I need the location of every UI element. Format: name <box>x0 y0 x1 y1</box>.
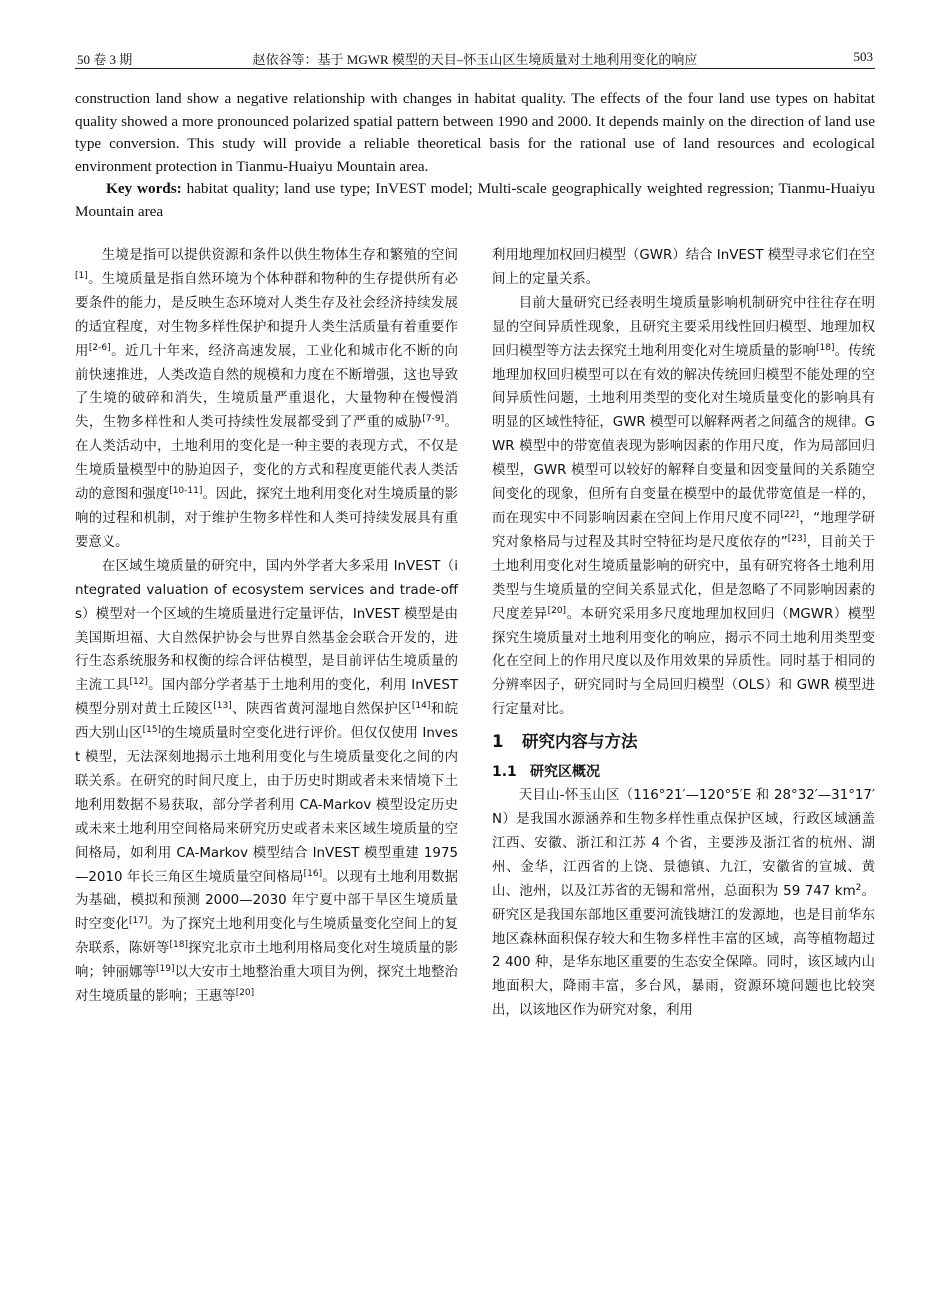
citation: [20] <box>547 605 567 616</box>
citation: [17] <box>129 916 148 927</box>
section-title: 研究内容与方法 <box>522 732 638 752</box>
section-number: 1 <box>492 732 504 752</box>
intro-paragraph-3: 目前大量研究已经表明生境质量影响机制研究中往往存在明显的空间异质性现象，且研究主要采用线性回归模型、地理加权回归模型等方法去探究土地利用变化对生境质量的影响[18]。传统地理加权回归模型可以在有效的解决传统回归模型不能处理的空间异质性问题，土地利用类型的变化对生境质量变化的影响具有明显的区域性特征，GWR 模型可以解释两者之间蕴含的规律。GWR 模型中的带宽值表现为影响因素的作用尺度，作为局部回归模型，GWR 模型可以较好的解释自变量和因变量间的关系随空间变化的现象，但所有自变量在模型中的最优带宽值是一样的，而在现实中不同影响因素在空间上作用尺度不同[22]，“地理学研究对象格局与过程及其时空特征均是尺度依存的”[23]，目前关于土地利用变化对生境质量影响的研究中，虽有研究将各土地利用类型与生境质量的空间关系显式化，但是忽略了不同影响因素的尺度差异[20]。本研究采用多尺度地理加权回归（MGWR）模型探究生境质量对土地利用变化的响应，揭示不同土地利用类型变化在空间上的作用尺度以及作用效果的异质性。同时基于相同的分辨率因子，研究同时与全局回归模型（OLS）和 GWR 模型进行定量对比。 <box>492 295 876 718</box>
intro-paragraph-1: 生境是指可以提供资源和条件以供生物体生存和繁殖的空间[1]。生境质量是指自然环境为个体种群和物种的生存提供所有必要条件的能力，是反映生态环境对人类生存及社会经济持续发展的适宜程度，对生物多样性保护和提升人类生活质量有着重要作用[2-6]。近几十年来，经济高速发展，工业化和城市化不断的向前快速推进，人类改造自然的规模和力度在不断增强，这也导致了生境的破碎和消失，生境质量严重退化，大量物种在慢慢消失，生物多样性和人类可持续性发展都受到了严重的威胁[7-9]。在人类活动中，土地利用的变化是一种主要的表现方式，不仅是生境质量模型中的胁迫因子，变化的方式和程度更能代表人类活动的意图和强度[10-11]。因此，探究土地利用变化对生境质量的影响的过程和机制，对于维护生物多样性和人类可持续发展具有重要意义。 <box>75 248 459 550</box>
intro-paragraph-2: 在区域生境质量的研究中，国内外学者大多采用 InVEST（integrated valuation of ecosystem services and trade-offs）模型对一个区域的生境质量进行定量评估，InVEST 模型是由美国斯坦福、大自然保护协会与世界自然基金会联合开发的，进行生态系统服务和权衡的综合评估模型，是目前评估生境质量的主流工具[12]。国内部分学者基于土地利用的变化，利用 InVEST 模型分别对黄土丘陵区[13]、陕西省黄河湿地自然保护区[14]和皖西大别山区[15]的生境质量时空变化进行评价。但仅仅使用 Invest 模型，无法深刻地揭示土地利用变化与生境质量变化之间的内联关系。在研究的时间尺度上，由于历史时期或者未来情境下土地利用数据不易获取，部分学者利用 CA-Markov 模型设定历史或未来土地利用空间格局来研究历史或者未来区域生境质量的空间格局，如利用 CA-Markov 模型结合 InVEST 模型重建 1975—2010 年长三角区生境质量空间格局[16]。以现有土地利用数据为基础，模拟和预测 2000—2030 年宁夏中部干旱区生境质量时空变化[17]。为了探究土地利用变化与生境质量变化空间上的复杂联系，陈妍等[18]探究北京市土地利用格局变化对生境质量的影响；钟丽娜等[19]以大安市土地整治重大项目为例，探究土地整治对生境质量的影响；王惠等[20] <box>75 558 459 1005</box>
english-abstract <box>75 88 875 223</box>
section-heading <box>492 730 875 754</box>
subsection-heading <box>492 760 875 784</box>
subsection-title: 研究区概况 <box>530 764 600 781</box>
left-column <box>75 244 458 1009</box>
citation: [18] <box>169 940 188 951</box>
keywords <box>75 178 875 223</box>
superscript: 2 <box>855 882 862 893</box>
subsection-number: 1.1 <box>492 764 517 781</box>
citation: [13] <box>213 701 232 712</box>
journal-volume: 50 卷 3 期 <box>77 52 133 67</box>
citation: [2-6] <box>88 342 111 353</box>
abstract-text: construction land show a negative relationship with changes in habitat quality. The effects of the four land use types on habitat quality showed a more pronounced polarized spatial pattern between 1990 and 2000. It depends mainly on the direction of land use type conversion. This study will provide a reliable theoretical basis for the rational use of land resources and ecological environment protection in Tianmu-Huaiyu Mountain area. <box>75 90 875 175</box>
citation: [10-11] <box>169 486 203 497</box>
page-number: 503 <box>853 49 873 64</box>
citation: [19] <box>156 964 175 975</box>
citation: [22] <box>780 509 800 520</box>
citation: [7-9] <box>422 414 445 425</box>
right-column <box>492 244 875 1023</box>
running-header <box>75 46 875 69</box>
running-title: 赵依谷等：基于 MGWR 模型的天目–怀玉山区生境质量对土地利用变化的响应 <box>252 52 698 67</box>
citation: [16] <box>303 868 323 879</box>
intro-paragraph-continued: 利用地理加权回归模型（GWR）结合 InVEST 模型寻求它们在空间上的定量关系。 <box>492 248 875 287</box>
citation: [1] <box>75 270 88 281</box>
citation: [20] <box>235 988 255 999</box>
citation: [23] <box>787 533 807 544</box>
keywords-label: Key words: <box>106 180 182 197</box>
citation: [15] <box>142 725 162 736</box>
keywords-list: habitat quality; land use type; InVEST model; Multi-scale geographically weighted regression; Tianmu-Huaiyu Mountain area <box>75 180 875 220</box>
citation: [14] <box>411 701 431 712</box>
study-area-paragraph: 天目山-怀玉山区（116°21′—120°5′E 和 28°32′—31°17′N）是我国水源涵养和生物多样性重点保护区域，行政区域涵盖江西、安徽、浙江和江苏 4 个省，主要涉及浙江省的杭州、湖州、金华，江西省的上饶、景德镇、九江，安徽省的宣城、黄山、池州，以及江苏省的无锡和常州，总面积为 59 747 $km^2$。研究区是我国东部地区重要河流钱塘江的发源地，也是目前华东地区森林面积保存较大和生物多样性丰富的区域，高等植物超过 2 400 种，是华东地区重要的生态安全保障。同时，该区域内山地面积大，降雨丰富，多台风，暴雨，资源环境问题也比较突出，以该地区作为研究对象，利用 <box>492 788 875 1019</box>
citation: [12] <box>129 677 148 688</box>
citation: [18] <box>816 342 835 353</box>
